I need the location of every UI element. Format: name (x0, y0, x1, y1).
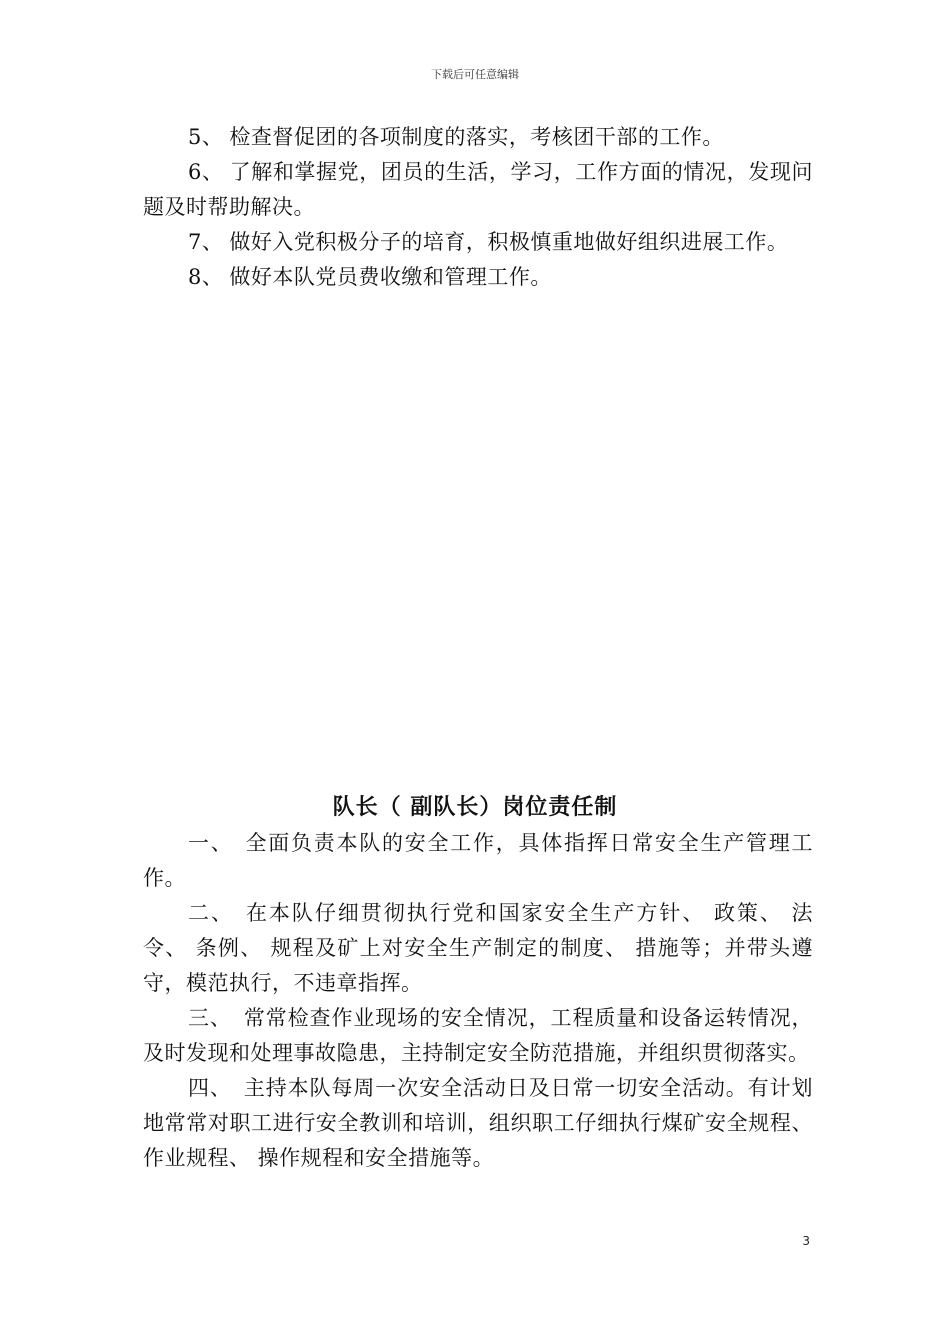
item-text: 做好入党积极分子的培育，积极慎重地做好组织进展工作。 (229, 230, 789, 254)
page-header: 下载后可任意编辑 (431, 68, 519, 81)
item-number: 一、 (188, 831, 234, 855)
list-item (143, 155, 813, 225)
item-number: 二、 (188, 901, 234, 925)
item-text: 做好本队党员费收缴和管理工作。 (229, 265, 552, 289)
list-item (143, 225, 813, 260)
list-item (143, 1071, 813, 1176)
item-text: 检查督促团的各项制度的落实，考核团干部的工作。 (229, 125, 724, 149)
item-number: 8、 (188, 265, 224, 289)
list-item (143, 826, 813, 896)
item-text: 全面负责本队的安全工作，具体指挥日常安全生产管理工作。 (143, 831, 813, 890)
item-number: 三、 (188, 1006, 232, 1030)
list-item (143, 1001, 813, 1071)
item-text: 了解和掌握党，团员的生活，学习，工作方面的情况，发现问题及时帮助解决。 (143, 160, 813, 219)
list-item (143, 896, 813, 1001)
party-duties-list (143, 120, 813, 295)
item-text: 主持本队每周一次安全活动日及日常一切安全活动。有计划地常常对职工进行安全教训和培训，组织职工仔细执行煤矿安全规程、 作业规程、 操作规程和安全措施等。 (143, 1076, 814, 1170)
item-text: 在本队仔细贯彻执行党和国家安全生产方针、 政策、 法令、 条例、 规程及矿上对安全生产制定的制度、 措施等；并带头遵守，模范执行，不违章指挥。 (143, 901, 813, 995)
page-number: 3 (802, 1234, 810, 1248)
item-number: 四、 (188, 1076, 232, 1100)
item-text: 常常检查作业现场的安全情况，工程质量和设备运转情况，及时发现和处理事故隐患，主持制定安全防范措施，并组织贯彻落实。 (143, 1006, 814, 1065)
section-title: 队长（ 副队长）岗位责任制 (332, 795, 618, 820)
item-number: 6、 (188, 160, 224, 184)
item-number: 5、 (188, 125, 224, 149)
list-item (143, 260, 813, 295)
captain-duties-list (143, 826, 813, 1176)
item-number: 7、 (188, 230, 224, 254)
list-item (143, 120, 813, 155)
